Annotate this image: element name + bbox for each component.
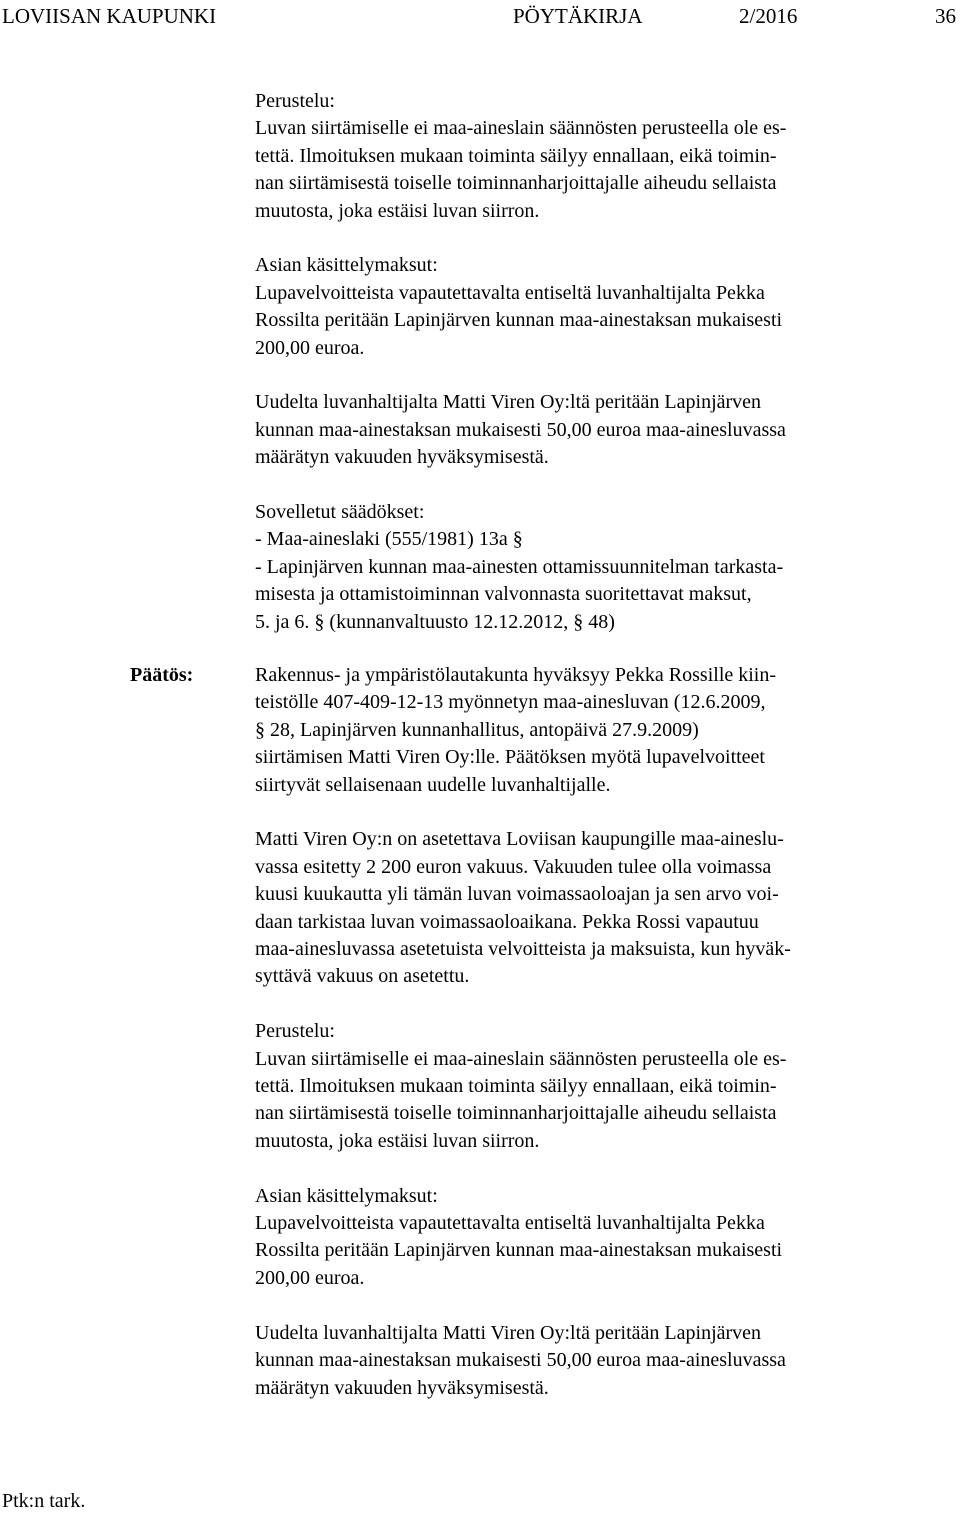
text-line: Luvan siirtämiselle ei maa-aineslain säännösten perusteella ole es- — [255, 117, 787, 140]
text-line: nan siirtämisestä toiselle toiminnanharjoittajalle aiheudu sellaista — [255, 172, 777, 195]
text-line: muutosta, joka estäisi luvan siirron. — [255, 1129, 540, 1152]
page-number: 36 — [935, 4, 956, 28]
text-line: vassa esitetty 2 200 euron vakuus. Vakuuden tulee olla voimassa — [255, 855, 772, 878]
text-line: kunnan maa-ainestaksan mukaisesti 50,00 euroa maa-ainesluvassa — [255, 418, 786, 441]
text-line: - Maa-aineslaki (555/1981) 13a § — [255, 528, 523, 551]
text-line: Rakennus- ja ympäristölautakunta hyväksyy Pekka Rossille kiin- — [255, 664, 777, 686]
text-line: Rossilta peritään Lapinjärven kunnan maa-ainestaksan mukaisesti — [255, 1239, 783, 1262]
issue-number: 2/2016 — [739, 4, 798, 28]
perustelu-block — [255, 1018, 895, 1155]
text-line: Uudelta luvanhaltijalta Matti Viren Oy:ltä peritään Lapinjärven — [255, 391, 762, 414]
document-type: PÖYTÄKIRJA — [513, 4, 643, 28]
uudelta-block — [255, 389, 895, 471]
text-line: tettä. Ilmoituksen mukaan toiminta säilyy ennallaan, eikä toimin- — [255, 1075, 777, 1098]
footer-check-label: Ptk:n tark. — [2, 1490, 86, 1512]
uudelta-block — [255, 1320, 895, 1402]
text-line: Rossilta peritään Lapinjärven kunnan maa-ainestaksan mukaisesti — [255, 309, 783, 332]
text-line: nan siirtämisestä toiselle toiminnanharjoittajalle aiheudu sellaista — [255, 1102, 777, 1125]
text-line: syttävä vakuus on asetettu. — [255, 965, 470, 988]
text-line: Luvan siirtämiselle ei maa-aineslain säännösten perusteella ole es- — [255, 1047, 787, 1070]
text-line: siirtämisen Matti Viren Oy:lle. Päätöksen myötä lupavelvoitteet — [255, 746, 765, 769]
maksut-block — [255, 252, 895, 362]
text-line: maa-ainesluvassa asetetuista velvoitteista ja maksuista, kun hyväk- — [255, 938, 791, 961]
text-line: 5. ja 6. § (kunnanvaltuusto 12.12.2012, § 48) — [255, 610, 615, 633]
text-line: kunnan maa-ainestaksan mukaisesti 50,00 euroa maa-ainesluvassa — [255, 1349, 786, 1372]
text-line: daan tarkistaa luvan voimassaoloaikana. Pekka Rossi vapautuu — [255, 910, 759, 933]
maksut-block — [255, 1183, 895, 1293]
organization-name: LOVIISAN KAUPUNKI — [2, 4, 217, 28]
saadokset-label: Sovelletut säädökset: — [255, 501, 425, 524]
perustelu-label: Perustelu: — [255, 90, 335, 112]
text-line: kuusi kuukautta yli tämän luvan voimassaoloajan ja sen arvo voi- — [255, 883, 779, 906]
maksut-label: Asian käsittelymaksut: — [255, 254, 438, 277]
text-line: Lupavelvoitteista vapautettavalta entiseltä luvanhaltijalta Pekka — [255, 281, 765, 304]
text-line: Uudelta luvanhaltijalta Matti Viren Oy:ltä peritään Lapinjärven — [255, 1321, 762, 1344]
text-line: teistölle 407-409-12-13 myönnetyn maa-ainesluvan (12.6.2009, — [255, 691, 766, 714]
text-line: Matti Viren Oy:n on asetettava Loviisan kaupungille maa-aineslu- — [255, 828, 784, 851]
page-header — [2, 2, 958, 30]
perustelu-label: Perustelu: — [255, 1020, 335, 1043]
text-line: määrätyn vakuuden hyväksymisestä. — [255, 446, 549, 469]
text-line: Lupavelvoitteista vapautettavalta entiseltä luvanhaltijalta Pekka — [255, 1212, 765, 1235]
maksut-label: Asian käsittelymaksut: — [255, 1184, 438, 1207]
perustelu-block — [255, 88, 895, 225]
text-line: tettä. Ilmoituksen mukaan toiminta säilyy ennallaan, eikä toimin- — [255, 144, 777, 167]
text-line: siirtyvät sellaisenaan uudelle luvanhaltijalle. — [255, 773, 611, 796]
text-line: 200,00 euroa. — [255, 1266, 365, 1289]
text-line: 200,00 euroa. — [255, 336, 365, 359]
top-section — [255, 88, 895, 663]
text-line: § 28, Lapinjärven kunnanhallitus, antopäivä 27.9.2009) — [255, 718, 699, 741]
decision-paragraph — [255, 662, 895, 799]
text-line: - Lapinjärven kunnan maa-ainesten ottamissuunnitelman tarkasta- — [255, 555, 784, 578]
vakuus-paragraph — [255, 826, 895, 990]
decision-label: Päätös: — [130, 664, 194, 686]
text-line: muutosta, joka estäisi luvan siirron. — [255, 199, 540, 222]
decision-section — [255, 662, 895, 1429]
text-line: määrätyn vakuuden hyväksymisestä. — [255, 1376, 549, 1399]
text-line: misesta ja ottamistoiminnan valvonnasta suoritettavat maksut, — [255, 583, 752, 606]
saadokset-block — [255, 499, 895, 636]
